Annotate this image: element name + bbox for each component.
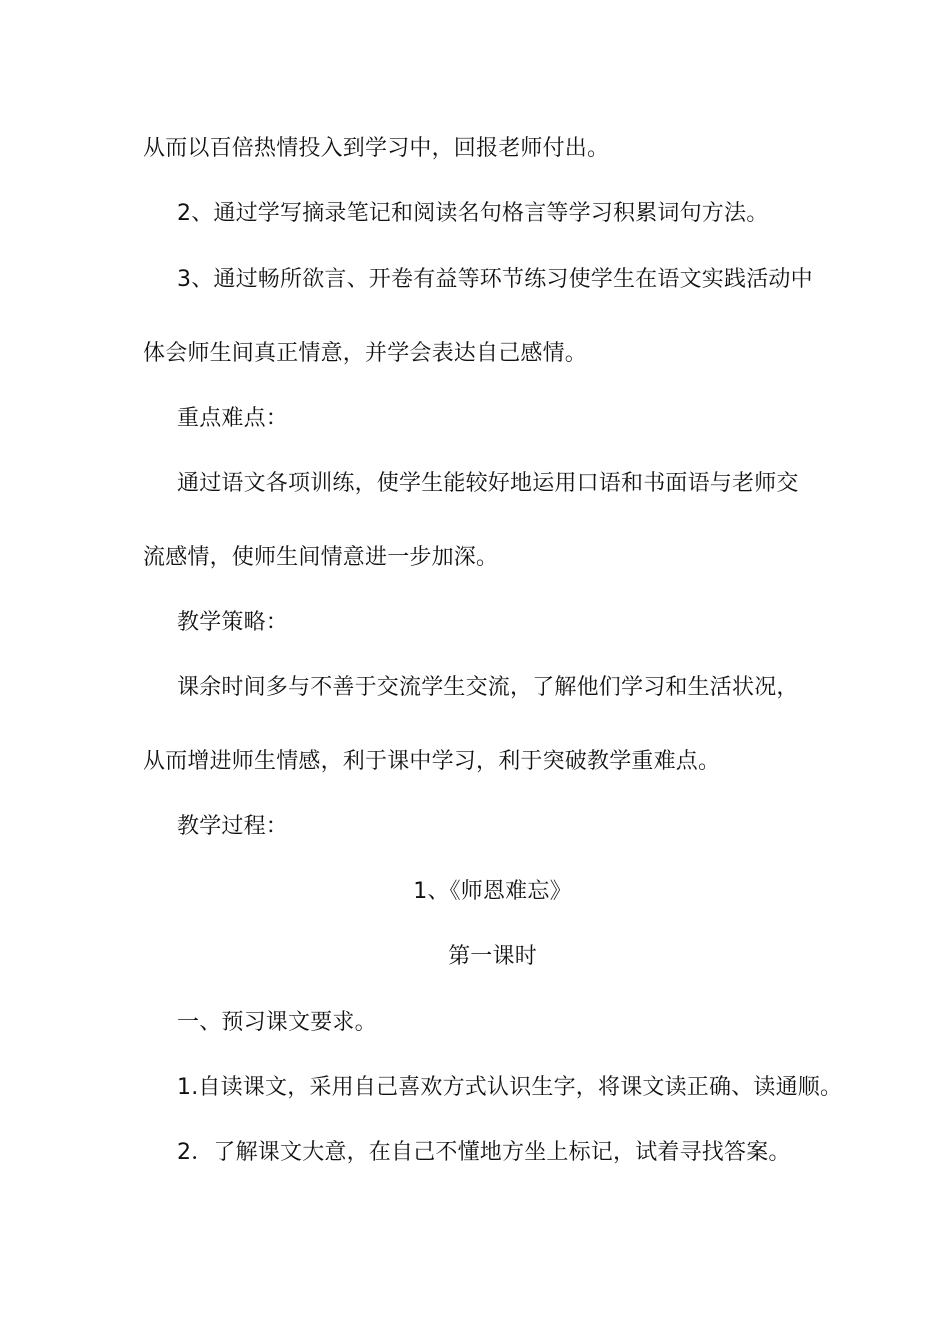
- paragraph-line: 体会师生间真正情意，并学会表达自己感情。: [143, 341, 588, 366]
- lesson-period: 第一课时: [448, 944, 537, 969]
- preview-item-2: 2．了解课文大意，在自己不懂地方坐上标记，试着寻找答案。: [177, 1140, 791, 1165]
- heading-teaching-strategy: 教学策略：: [177, 610, 289, 635]
- heading-key-points: 重点难点：: [177, 406, 289, 431]
- paragraph-line: 课余时间多与不善于交流学生交流，了解他们学习和生活状况，: [177, 675, 799, 700]
- paragraph-line: 从而以百倍热情投入到学习中，回报老师付出。: [143, 136, 610, 161]
- lesson-title: 1、《师恩难忘》: [413, 879, 572, 904]
- objective-3: 3、通过畅所欲言、开卷有益等环节练习使学生在语文实践活动中: [177, 267, 813, 292]
- heading-teaching-process: 教学过程：: [177, 814, 289, 839]
- section-heading-preview: 一、预习课文要求。: [177, 1010, 377, 1035]
- paragraph-line: 流感情，使师生间情意进一步加深。: [143, 545, 499, 570]
- objective-2: 2、通过学写摘录笔记和阅读名句格言等学习积累词句方法。: [177, 201, 769, 226]
- paragraph-line: 通过语文各项训练，使学生能较好地运用口语和书面语与老师交: [177, 471, 799, 496]
- paragraph-line: 从而增进师生情感，利于课中学习，利于突破教学重难点。: [143, 749, 721, 774]
- preview-item-1: 1.自读课文，采用自己喜欢方式认识生字，将课文读正确、读通顺。: [177, 1075, 843, 1100]
